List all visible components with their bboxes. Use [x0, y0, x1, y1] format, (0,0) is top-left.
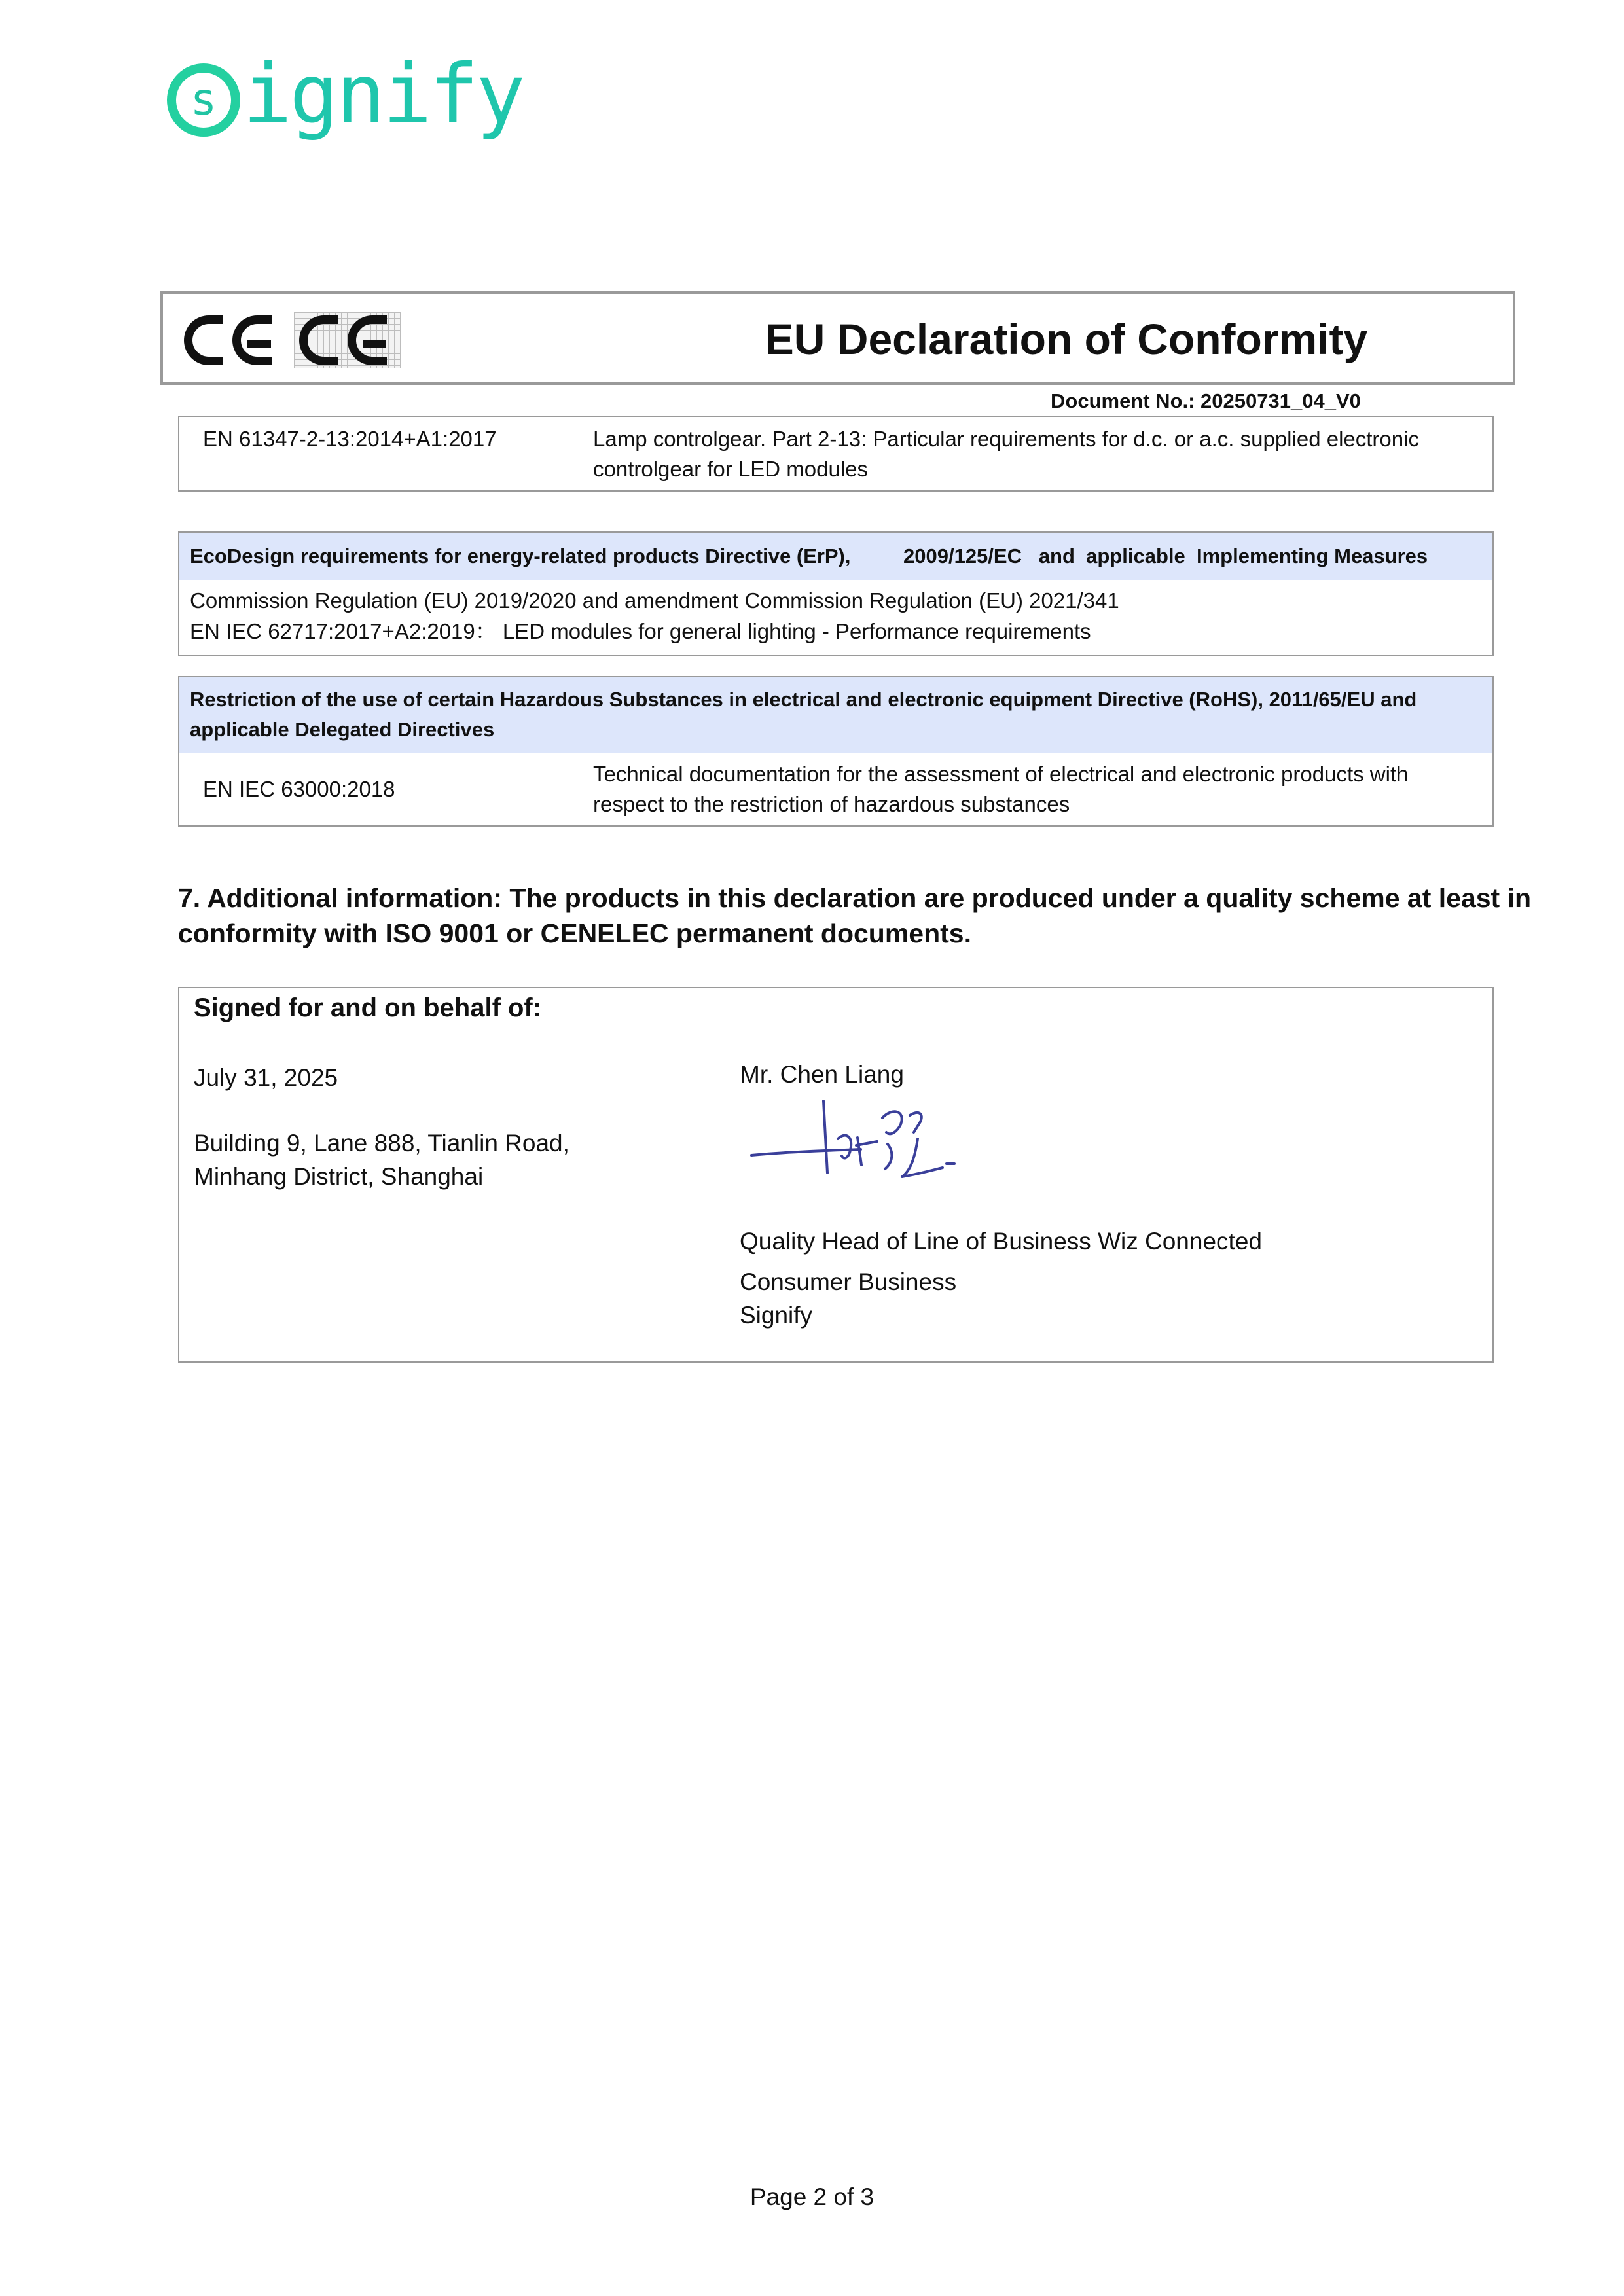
erp-header-measures: 2009/125/EC and applicable Implementing Measures — [903, 545, 1428, 567]
document-number: Document No.: 20250731_04_V0 — [1051, 389, 1361, 412]
signatory-name: Mr. Chen Liang — [740, 1061, 904, 1088]
rohs-header-line2: applicable Delegated Directives — [190, 718, 495, 741]
lvd-standard-description-line1: Lamp controlgear. Part 2-13: Particular requirements for d.c. or a.c. supplied electronic — [593, 427, 1419, 451]
handwritten-signature — [746, 1093, 982, 1191]
rohs-description-line1: Technical documentation for the assessment of electrical and electronic products with — [593, 762, 1409, 786]
logo-wordmark: ignify — [243, 47, 523, 142]
signatory-role-line2: Consumer Business — [740, 1268, 957, 1295]
logo-s-letter: s — [190, 73, 217, 126]
rohs-standard-code: EN IEC 63000:2018 — [203, 777, 395, 801]
address-line2: Minhang District, Shanghai — [194, 1163, 484, 1190]
signatory-company: Signify — [740, 1302, 813, 1329]
signatory-role-line1: Quality Head of Line of Business Wiz Connected — [740, 1228, 1262, 1255]
logo-s-mark — [167, 63, 240, 137]
ce-mark-grid-icon — [294, 312, 401, 368]
erp-header-directive: EcoDesign requirements for energy-related products Directive (ErP), — [190, 545, 851, 567]
document-title: EU Declaration of Conformity — [765, 315, 1368, 363]
address-line1: Building 9, Lane 888, Tianlin Road, — [194, 1130, 569, 1157]
ce-mark-icon — [184, 312, 281, 368]
erp-standard-line: EN IEC 62717:2017+A2:2019： LED modules for general lighting - Performance requirements — [190, 619, 1091, 643]
title-block — [160, 291, 1515, 385]
lvd-standard-description-line2: controlgear for LED modules — [593, 457, 869, 481]
additional-info-line2: conformity with ISO 9001 or CENELEC permanent documents. — [178, 918, 972, 948]
lvd-standard-code: EN 61347-2-13:2014+A1:2017 — [203, 427, 497, 451]
rohs-header-line1: Restriction of the use of certain Hazardous Substances in electrical and electronic equipment Directive (RoHS), 2011/65/EU and — [190, 688, 1417, 711]
erp-regulation-line: Commission Regulation (EU) 2019/2020 and amendment Commission Regulation (EU) 2021/341 — [190, 588, 1119, 613]
page-number: Page 2 of 3 — [749, 2183, 875, 2210]
signature-date: July 31, 2025 — [194, 1064, 338, 1091]
signature-heading: Signed for and on behalf of: — [194, 994, 542, 1022]
additional-info-line1: 7. Additional information: The products in this declaration are produced under a quality scheme at least in — [178, 883, 1532, 913]
rohs-description-line2: respect to the restriction of hazardous substances — [593, 792, 1070, 816]
signify-logo — [167, 47, 523, 142]
